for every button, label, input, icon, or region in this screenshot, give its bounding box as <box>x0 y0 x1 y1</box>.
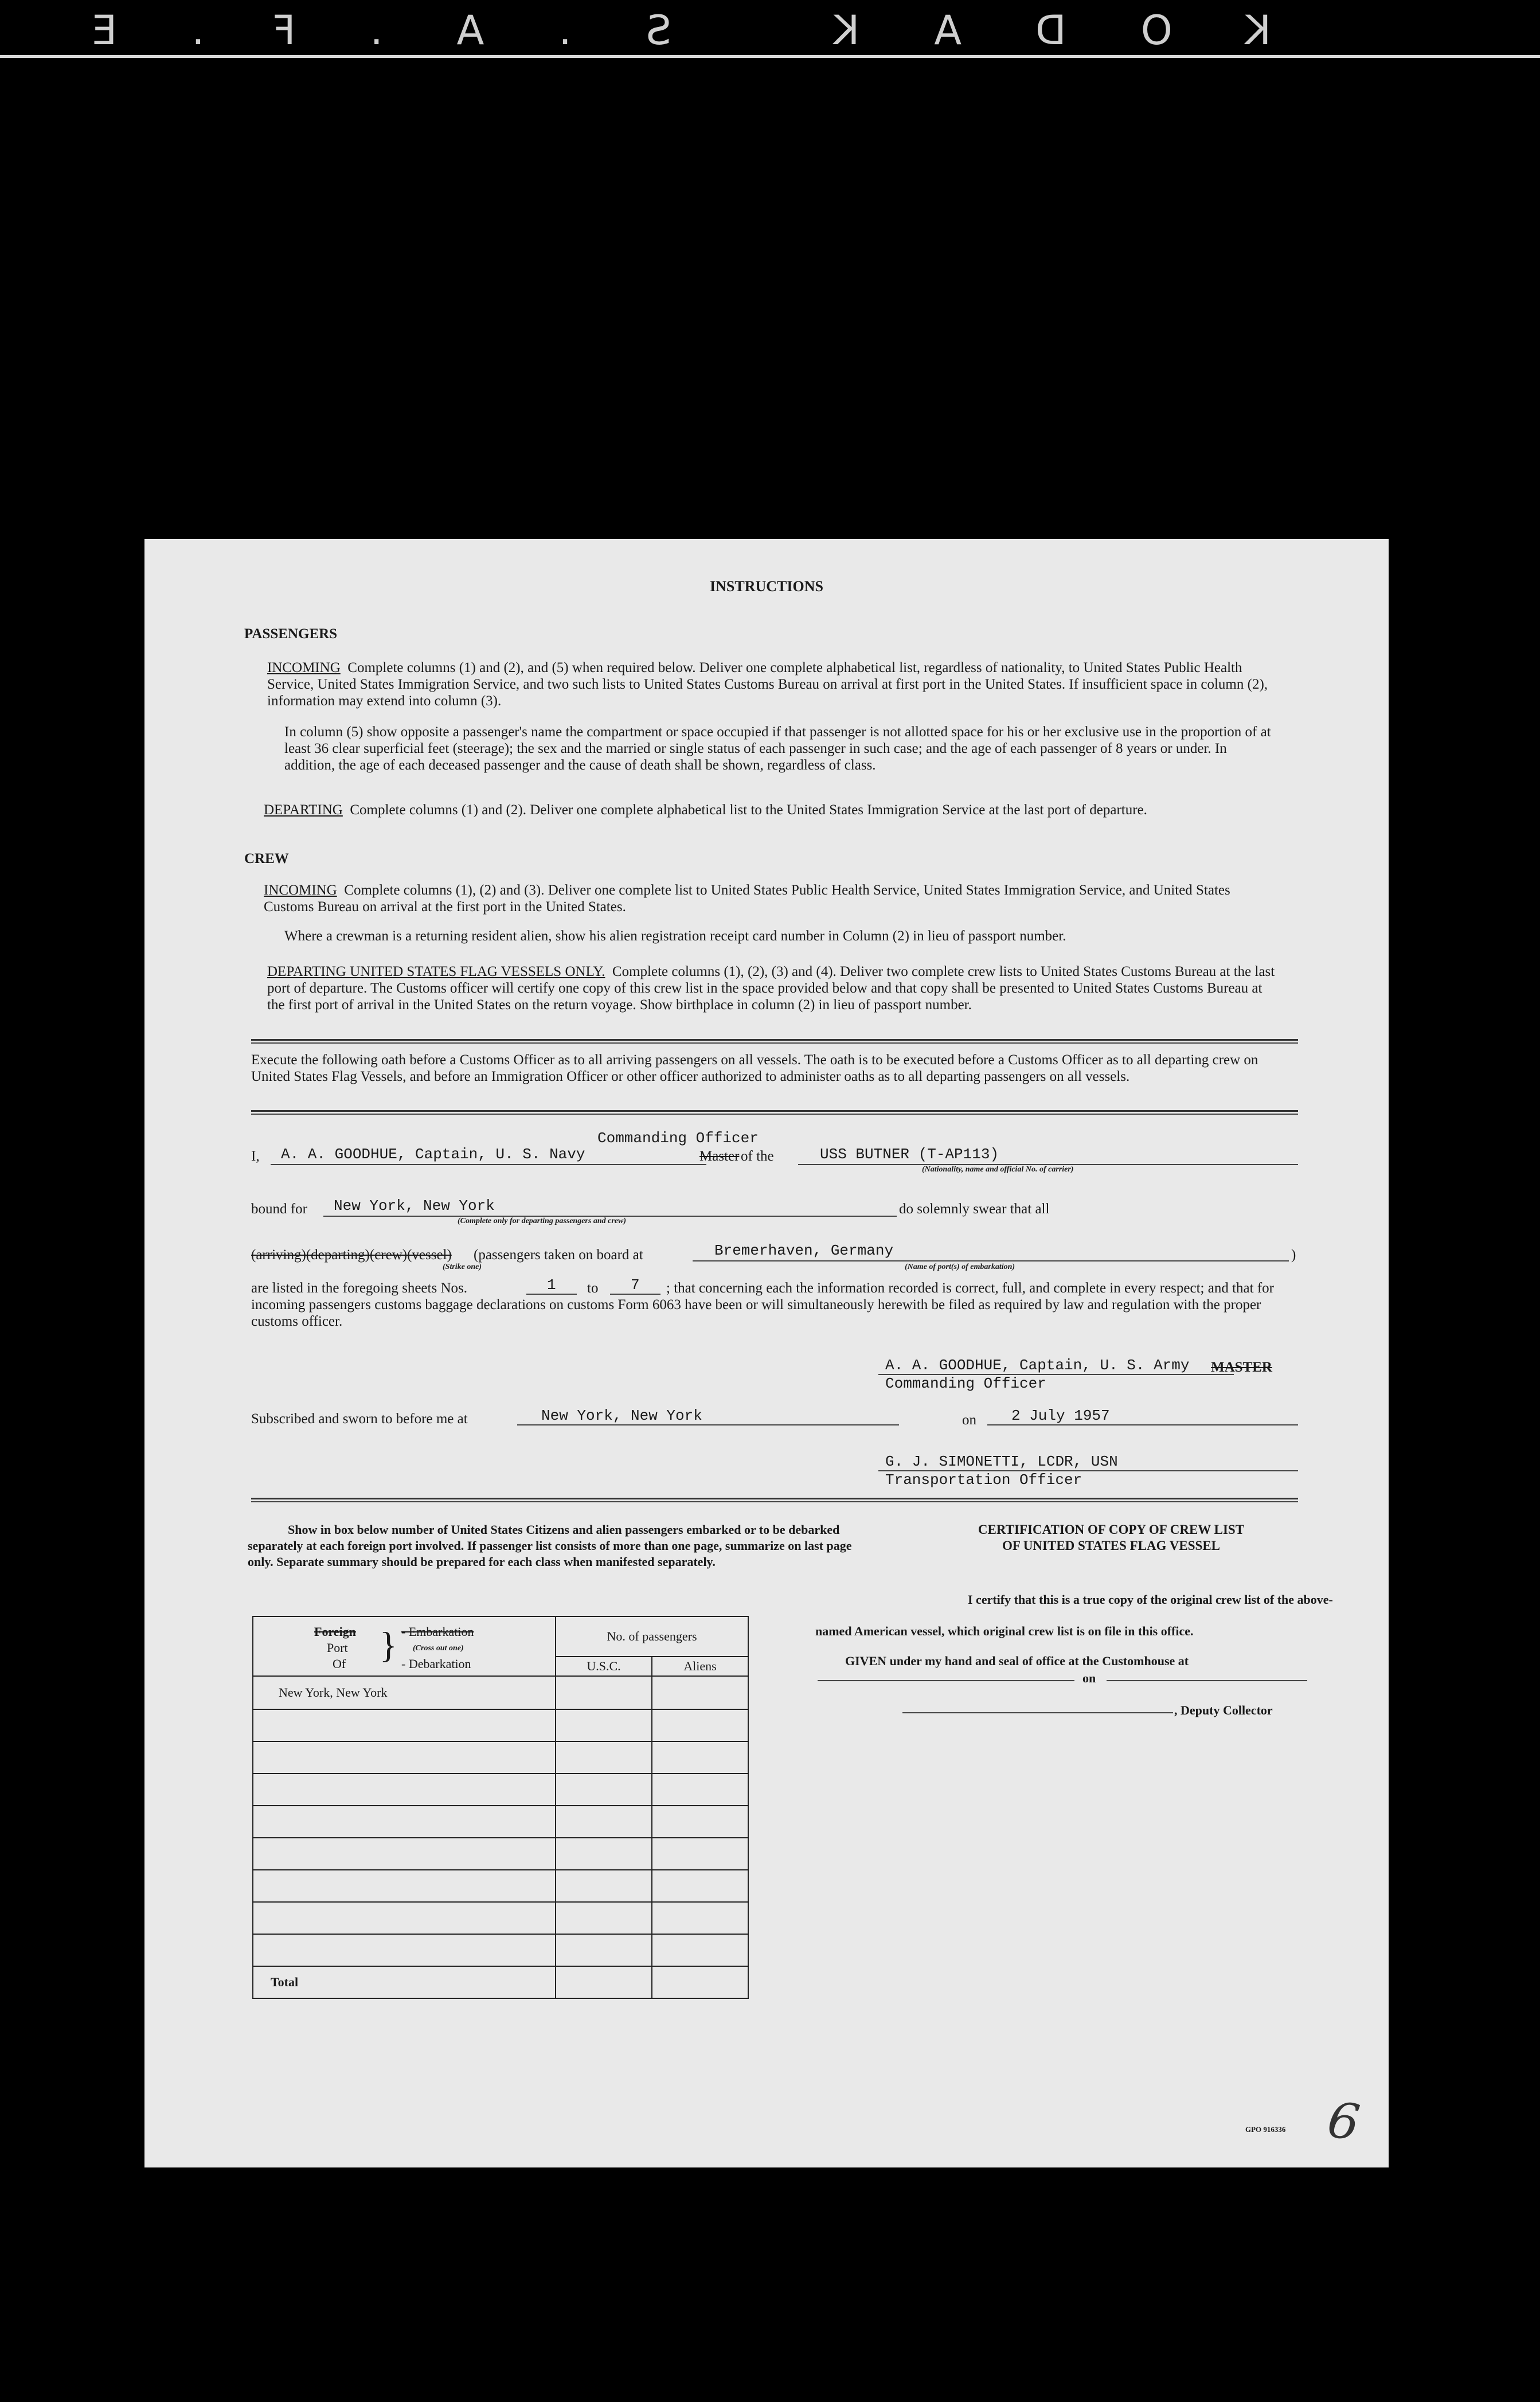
struck-option: (arriving)(departing)(crew)(vessel) <box>251 1247 452 1263</box>
sheet-to: 7 <box>631 1276 640 1294</box>
cert-text-1: I certify that this is a true copy of the original crew list of the above- <box>968 1592 1333 1607</box>
passengers-departing-label: DEPARTING <box>264 802 343 818</box>
name-value: A. A. GOODHUE, Captain, U. S. Navy <box>281 1146 585 1163</box>
on-word: on <box>962 1412 976 1428</box>
summary-cell <box>652 1709 748 1741</box>
summary-cell <box>652 1774 748 1806</box>
name-line <box>271 1164 706 1165</box>
crew-departing-text: Complete columns (1), (2), (3) and (4). Deliver two complete crew lists to United States Customs Bureau at the last port of departure. The Customs officer will certify one copy of this crew list in the space provided below and that copy shall be presented to United States Customs Bureau at the first port of arrival in the United States on the return voyage. Show birthplace in column (2) in lieu of passport number. <box>267 964 1275 1013</box>
summary-cell <box>556 1806 652 1838</box>
cert-signature-line <box>902 1712 1173 1713</box>
divider-2b <box>251 1114 1298 1115</box>
crew-incoming-paragraph <box>264 882 1279 915</box>
signature-master-struck: MASTER <box>1211 1360 1272 1375</box>
divider-1b <box>251 1042 1298 1044</box>
bound-for-value: New York, New York <box>334 1197 495 1214</box>
signature-name: A. A. GOODHUE, Captain, U. S. Army <box>885 1357 1190 1374</box>
passengers-incoming-text: Complete columns (1) and (2), and (5) when required below. Deliver one complete alphabetical list, regardless of nationality, to United States Public Health Service, United States Immigration Service, and two such lists to United States Customs Bureau on arrival at first port in the United States. If insufficient space in column (2), information may extend into column (3). <box>267 660 1268 709</box>
port-caption: (Name of port(s) of embarkation) <box>905 1263 1015 1271</box>
summary-total-aliens <box>652 1966 748 1998</box>
hdr-aliens: Aliens <box>652 1657 748 1676</box>
summary-cell <box>652 1741 748 1774</box>
summary-row-port <box>253 1934 556 1966</box>
port-header-cell <box>253 1616 556 1676</box>
hdr-embarkation: - Embarkation <box>401 1624 474 1639</box>
sworn-date: 2 July 1957 <box>1011 1407 1110 1424</box>
instructions-title: INSTRUCTIONS <box>710 578 823 595</box>
summary-cell <box>556 1838 652 1870</box>
summary-row-port <box>253 1709 556 1741</box>
crew-departing-paragraph <box>267 963 1279 1013</box>
summary-cell <box>556 1870 652 1902</box>
summary-row-port <box>253 1774 556 1806</box>
certification-title <box>905 1522 1318 1554</box>
close-paren: ) <box>1291 1247 1296 1263</box>
strike-caption: (Strike one) <box>443 1263 482 1271</box>
cert-text-3: GIVEN under my hand and seal of office at the Customhouse at <box>845 1654 1189 1668</box>
summary-row-port <box>253 1838 556 1870</box>
cert-title-line2: OF UNITED STATES FLAG VESSEL <box>1002 1538 1221 1553</box>
summary-row-port <box>253 1741 556 1774</box>
port-line <box>693 1260 1289 1261</box>
summary-cell <box>556 1902 652 1934</box>
divider-3 <box>251 1498 1298 1499</box>
listed-text: are listed in the foregoing sheets Nos. <box>251 1280 467 1296</box>
cert-deputy: , Deputy Collector <box>1174 1703 1273 1717</box>
officer-title: Transportation Officer <box>885 1471 1082 1489</box>
passengers-taken-text: (passengers taken on board at <box>474 1247 643 1263</box>
film-edge-rule <box>0 55 1540 58</box>
summary-row-port <box>253 1870 556 1902</box>
summary-cell <box>652 1934 748 1966</box>
oath-intro: Execute the following oath before a Customs Officer as to all arriving passengers on all vessels. The oath is to be executed before a Customs Officer as to all departing crew on United States Flag Vessels, and before an Immigration Officer or other officer authorized to administer oaths as to all departing passengers on all vessels. <box>251 1052 1258 1084</box>
cert-text-2: named American vessel, which original crew list is on file in this office. <box>815 1624 1194 1638</box>
port-value: Bremerhaven, Germany <box>714 1242 894 1259</box>
summary-cell <box>556 1934 652 1966</box>
swear-text: do solemnly swear that all <box>899 1201 1050 1217</box>
hdr-cross: (Cross out one) <box>413 1644 464 1653</box>
officer-name: G. J. SIMONETTI, LCDR, USN <box>885 1453 1118 1470</box>
crew-incoming-text: Complete columns (1), (2) and (3). Deliver one complete list to United States Public Health Service, United States Immigration Service, and United States Customs Bureau on arrival at the first port in the United States. <box>264 882 1230 915</box>
crew-incoming-label: INCOMING <box>264 882 337 898</box>
title-above: Commanding Officer <box>597 1130 759 1147</box>
hdr-foreign: Foreign <box>314 1624 356 1639</box>
summary-row-port <box>253 1806 556 1838</box>
cert-date-line <box>1107 1680 1307 1681</box>
passengers-departing-text: Complete columns (1) and (2). Deliver one complete alphabetical list to the United States Immigration Service at the last port of departure. <box>350 802 1147 818</box>
vessel-caption: (Nationality, name and official No. of carrier) <box>922 1165 1074 1174</box>
continuation-text: ; that concerning each the information recorded is correct, full, and complete in every respect; and that for incoming passengers customs baggage declarations on customs Form 6063 have been or will simultaneously herewith be filed as required by law and regulation with the proper customs officer. <box>251 1280 1274 1329</box>
brace: } <box>380 1624 397 1665</box>
crew-resident-text: Where a crewman is a returning resident alien, show his alien registration receipt card number in Column (2) in lieu of passport number. <box>284 928 1066 944</box>
vessel-value: USS BUTNER (T-AP113) <box>820 1146 999 1163</box>
i-label: I, <box>251 1149 260 1164</box>
signature-title: Commanding Officer <box>885 1375 1046 1392</box>
summary-total-label: Total <box>253 1966 556 1998</box>
summary-cell <box>652 1838 748 1870</box>
passengers-departing-paragraph <box>264 802 1279 818</box>
divider-3b <box>251 1501 1298 1502</box>
hdr-usc: U.S.C. <box>556 1657 652 1676</box>
sworn-place-line <box>517 1424 899 1425</box>
summary-table <box>252 1616 749 1999</box>
film-edge-text: KODAK S.A.F.E <box>17 7 1271 54</box>
gpo-code: GPO 916336 <box>1245 2125 1286 2134</box>
crew-heading: CREW <box>244 851 289 866</box>
cert-title-line1: CERTIFICATION OF COPY OF CREW LIST <box>978 1522 1245 1537</box>
summary-row-port <box>253 1902 556 1934</box>
summary-intro: Show in box below number of United States Citizens and alien passengers embarked or to be debarked separately at each foreign port involved. If passenger list consists of more than one page, summarize on last page only. Separate summary should be prepared for each class when manifested separately. <box>248 1522 852 1569</box>
passengers-heading: PASSENGERS <box>244 626 338 642</box>
sworn-place: New York, New York <box>541 1407 702 1424</box>
hdr-port: Port <box>327 1641 348 1655</box>
summary-cell <box>652 1806 748 1838</box>
summary-cell <box>652 1676 748 1709</box>
passengers-column5-text: In column (5) show opposite a passenger's name the compartment or space occupied if that passenger is not allotted space for his or her exclusive use in the proportion of at least 36 clear superficial feet (steerage); the sex and the married or single status of each passenger in such case; and the age of each passenger of 8 years or under. In addition, the age of each deceased passenger and the cause of death shall be shown, regardless of class. <box>284 724 1271 773</box>
summary-cell <box>556 1774 652 1806</box>
bound-for-label: bound for <box>251 1201 307 1217</box>
bound-caption: (Complete only for departing passengers and crew) <box>458 1217 626 1225</box>
cert-place-line <box>818 1680 1074 1681</box>
divider-2 <box>251 1110 1298 1112</box>
hdr-of: Of <box>333 1657 346 1671</box>
summary-row-port: New York, New York <box>253 1676 556 1709</box>
summary-cell <box>556 1709 652 1741</box>
document-sheet <box>144 539 1389 2167</box>
of-the-label: of the <box>741 1149 774 1164</box>
master-struck: Master <box>699 1149 740 1164</box>
cert-on-word: on <box>1082 1671 1096 1685</box>
hdr-debarkation: - Debarkation <box>401 1657 471 1671</box>
crew-departing-label: DEPARTING UNITED STATES FLAG VESSELS ONLY. <box>267 964 605 979</box>
to-word: to <box>587 1280 599 1296</box>
summary-cell <box>652 1902 748 1934</box>
divider-1 <box>251 1039 1298 1041</box>
summary-cell <box>556 1676 652 1709</box>
summary-cell <box>652 1870 748 1902</box>
film-edge <box>0 0 1540 57</box>
hdr-no-passengers: No. of passengers <box>556 1616 748 1657</box>
summary-total-usc <box>556 1966 652 1998</box>
summary-cell <box>556 1741 652 1774</box>
passengers-incoming-label: INCOMING <box>267 660 341 675</box>
sworn-date-line <box>987 1424 1298 1425</box>
passengers-incoming-paragraph <box>267 659 1279 709</box>
subscribed-text: Subscribed and sworn to before me at <box>251 1411 468 1427</box>
sheet-from: 1 <box>547 1276 556 1294</box>
handwritten-page-number: 6 <box>1324 2091 1363 2153</box>
